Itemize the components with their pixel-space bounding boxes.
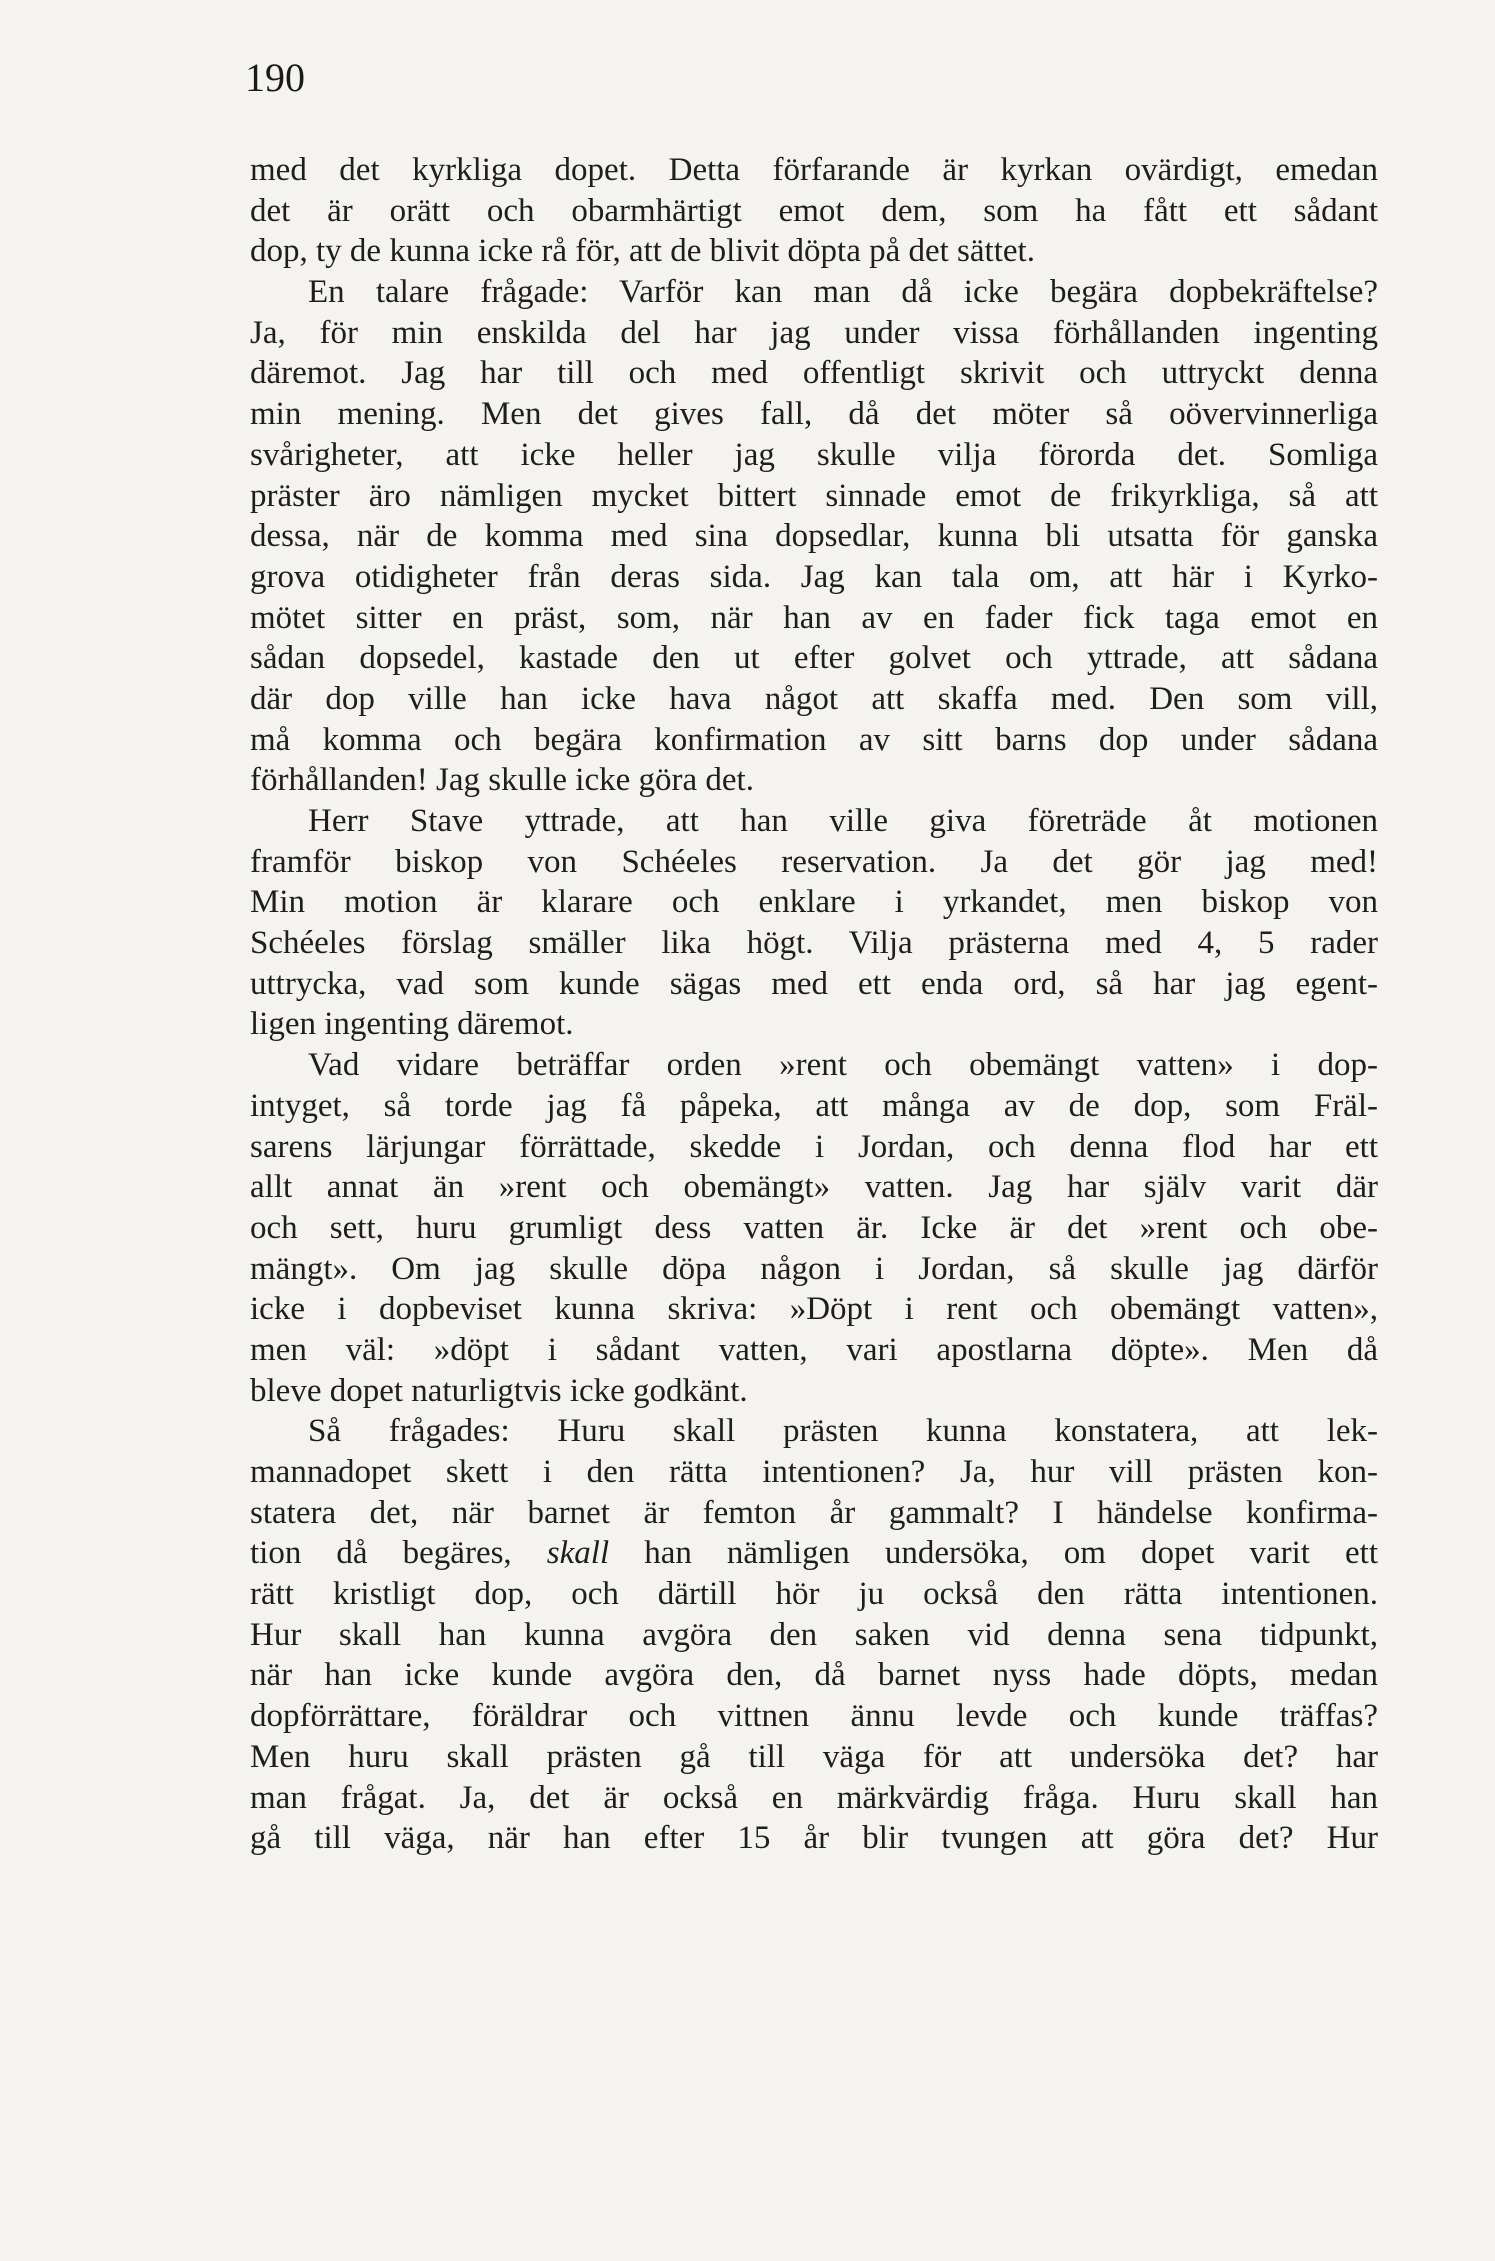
text-line: sarens lärjungar förrättade, skedde i Jordan, och denna flod har ett (250, 1128, 1378, 1165)
text-segment: tion då begäres, (250, 1535, 547, 1572)
text-line: mannadopet skett i den rätta intentionen? Ja, hur vill prästen kon- (250, 1454, 1378, 1490)
text-line: uttrycka, vad som kunde sägas med ett enda ord, så har jag egent- (250, 965, 1378, 1002)
text-line: intyget, så torde jag få påpeka, att många av de dop, som Fräl- (250, 1087, 1378, 1124)
text-line: Hur skall han kunna avgöra den saken vid denna sena tidpunkt, (250, 1616, 1378, 1653)
text-line: när han icke kunde avgöra den, då barnet nyss hade döpts, medan (250, 1657, 1378, 1694)
text-line: gå till väga, när han efter 15 år blir tvungen att göra det? Hur (250, 1820, 1378, 1857)
text-line: Vad vidare beträffar orden »rent och obemängt vatten» i dop- (308, 1047, 1378, 1084)
page-number: 190 (245, 55, 305, 100)
text-line: allt annat än »rent och obemängt» vatten. Jag har själv varit där (250, 1169, 1378, 1206)
text-line: Men huru skall prästen gå till väga för att undersöka det? har (250, 1738, 1378, 1775)
text-line: ligen ingenting däremot. (250, 1006, 574, 1043)
text-line: dop, ty de kunna icke rå för, att de blivit döpta på det sättet. (250, 233, 1035, 270)
text-line: präster äro nämligen mycket bittert sinnade emot de frikyrkliga, så att (250, 477, 1378, 514)
text-line: Min motion är klarare och enklare i yrkandet, men biskop von (250, 884, 1378, 921)
text-line: statera det, när barnet är femton år gammalt? I händelse konfirma- (250, 1494, 1378, 1531)
text-line: mängt». Om jag skulle döpa någon i Jordan, så skulle jag därför (250, 1250, 1378, 1287)
text-line: rätt kristligt dop, och därtill hör ju också den rätta intentionen. (250, 1576, 1378, 1613)
text-line: det är orätt och obarmhärtigt emot dem, som ha fått ett sådant (250, 192, 1378, 229)
text-line: man frågat. Ja, det är också en märkvärdig fråga. Huru skall han (250, 1779, 1378, 1816)
text-line: och sett, huru grumligt dess vatten är. Icke är det »rent och obe- (250, 1209, 1378, 1246)
text-segment: han nämligen undersöka, om dopet varit ett (609, 1535, 1378, 1572)
text-line: dessa, när de komma med sina dopsedlar, kunna bli utsatta för ganska (250, 518, 1378, 555)
text-line: må komma och begära konfirmation av sitt barns dop under sådana (250, 721, 1378, 758)
text-line: min mening. Men det gives fall, då det möter så oövervinnerliga (250, 396, 1378, 433)
text-line: förhållanden! Jag skulle icke göra det. (250, 762, 754, 799)
text-line: Så frågades: Huru skall prästen kunna konstatera, att lek- (308, 1413, 1378, 1450)
text-line: men väl: »döpt i sådant vatten, vari apostlarna döpte». Men då (250, 1331, 1378, 1368)
body-text (250, 150, 1378, 1859)
italic-word: skall (546, 1535, 610, 1572)
text-line: däremot. Jag har till och med offentligt skrivit och uttryckt denna (250, 355, 1378, 392)
text-line: sådan dopsedel, kastade den ut efter golvet och yttrade, att sådana (250, 640, 1378, 677)
text-line: icke i dopbeviset kunna skriva: »Döpt i rent och obemängt vatten», (250, 1291, 1378, 1328)
text-line: En talare frågade: Varför kan man då icke begära dopbekräftelse? (308, 274, 1378, 311)
text-line: svårigheter, att icke heller jag skulle vilja förorda det. Somliga (250, 436, 1378, 473)
text-line (250, 1533, 1378, 1574)
text-line: framför biskop von Schéeles reservation. Ja det gör jag med! (250, 843, 1378, 880)
text-line: med det kyrkliga dopet. Detta förfarande är kyrkan ovärdigt, emedan (250, 152, 1378, 188)
text-line: bleve dopet naturligtvis icke godkänt. (250, 1372, 748, 1409)
text-line: mötet sitter en präst, som, när han av en fader fick taga emot en (250, 599, 1378, 636)
text-line: Ja, för min enskilda del har jag under vissa förhållanden ingenting (250, 314, 1378, 351)
text-line: där dop ville han icke hava något att skaffa med. Den som vill, (250, 680, 1378, 717)
text-line: Herr Stave yttrade, att han ville giva företräde åt motionen (308, 803, 1378, 839)
text-line: grova otidigheter från deras sida. Jag kan tala om, att här i Kyrko- (250, 558, 1378, 595)
text-line: Schéeles förslag smäller lika högt. Vilja prästerna med 4, 5 rader (250, 925, 1378, 962)
text-line: dopförrättare, föräldrar och vittnen ännu levde och kunde träffas? (250, 1698, 1378, 1735)
